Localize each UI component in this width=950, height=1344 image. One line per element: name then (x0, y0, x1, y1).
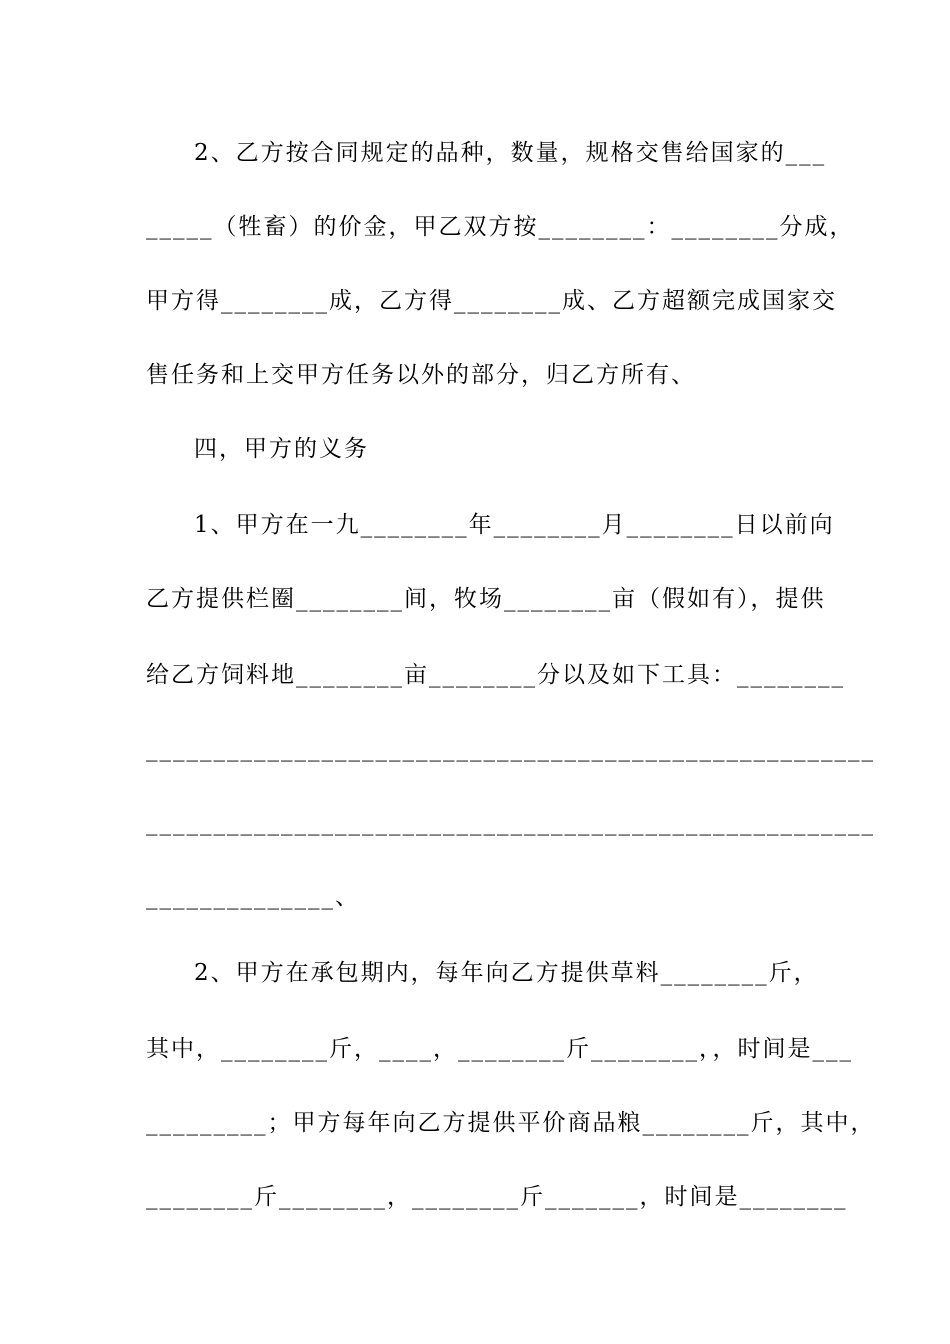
paragraph-line: 1、甲方在一九________年________月________日以前向 (194, 512, 835, 538)
paragraph-line: 2、乙方按合同规定的品种，数量，规格交售给国家的___ (194, 140, 827, 166)
paragraph-line: 其中，________斤，____，________斤________，，时间是___ (146, 1036, 853, 1062)
section-heading: 四，甲方的义务 (194, 436, 369, 462)
paragraph-line: 2、甲方在承包期内，每年向乙方提供草料________斤， (194, 960, 819, 986)
paragraph-line: 乙方提供栏圈________间，牧场________亩（假如有），提供 (146, 586, 826, 612)
blank-line: ______________________________________________________ (146, 810, 875, 836)
paragraph-line: _________；甲方每年向乙方提供平价商品粮________斤，其中， (146, 1110, 876, 1136)
paragraph-line: 甲方得________成，乙方得________成、乙方超额完成国家交 (146, 288, 837, 314)
blank-line: ______________、 (146, 884, 360, 910)
paragraph-line: 给乙方饲料地________亩________分以及如下工具：________ (146, 662, 845, 688)
paragraph-line: 售任务和上交甲方任务以外的部分，归乙方所有、 (146, 362, 696, 388)
paragraph-line: ________斤________，________斤_______，时间是________ (146, 1184, 848, 1210)
blank-line: ______________________________________________________ (146, 736, 875, 762)
paragraph-line: _____（牲畜）的价金，甲乙双方按________：________分成， (146, 214, 855, 240)
